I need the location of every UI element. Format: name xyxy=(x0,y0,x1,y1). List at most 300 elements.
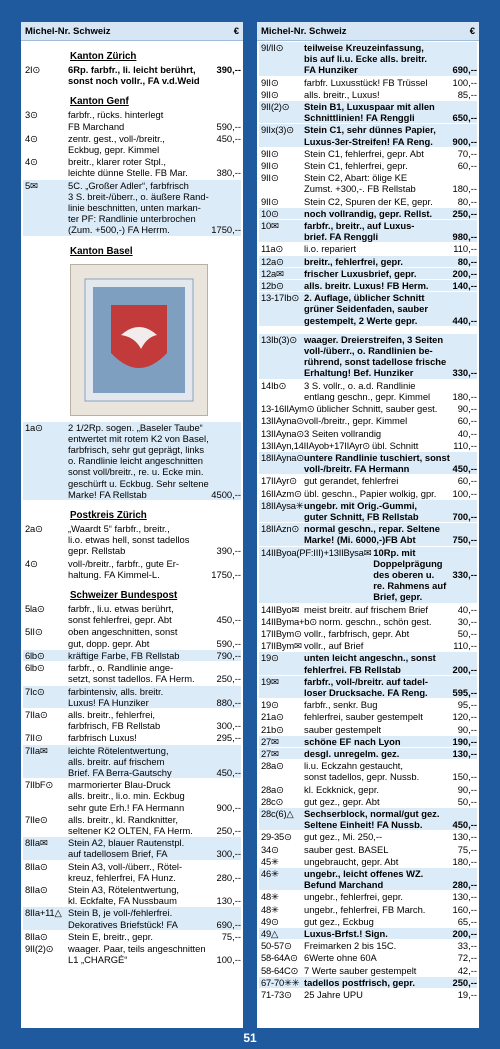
catalog-number: 19✉ xyxy=(261,675,279,687)
entry-description: Stein E, breitr., gepr. xyxy=(68,930,153,942)
catalog-entry xyxy=(259,604,477,615)
entry-description: voll-/breitr., gepr. Kimmel xyxy=(304,415,408,427)
entry-price: 90,-- xyxy=(457,723,477,735)
catalog-number: 45✳ xyxy=(261,855,279,867)
entry-price: 100,-- xyxy=(452,76,477,88)
catalog-number: 14Ib⊙ xyxy=(261,379,287,391)
entry-description: sauber gestempelt xyxy=(304,723,382,735)
catalog-entry xyxy=(259,42,477,76)
entry-price: 40,-- xyxy=(457,427,477,439)
entry-price: 690,-- xyxy=(216,918,241,930)
catalog-number: 71-73⊙ xyxy=(261,989,292,1001)
catalog-entry xyxy=(23,523,241,557)
section-title: Kanton Basel xyxy=(70,245,133,257)
catalog-number: 9I/II⊙ xyxy=(261,42,284,53)
entry-price: 300,-- xyxy=(216,848,241,860)
catalog-entry xyxy=(23,109,241,131)
catalog-entry xyxy=(259,292,477,326)
entry-description: Stein C2, Abart: ölige KE Zumst. +300,-. FB Rellstab xyxy=(304,172,416,195)
entry-description: farbfr., rücks. hinterlegt FB Marchand xyxy=(68,109,164,132)
catalog-number: 11a⊙ xyxy=(261,243,284,255)
left-column xyxy=(21,22,243,1028)
catalog-entry xyxy=(259,452,477,474)
entry-description: voll-/breitr., farbfr., gute Er- haltung. FA Kimmel-L. xyxy=(68,557,179,580)
catalog-number: 5✉ xyxy=(25,179,38,191)
entry-description: kräftige Farbe, FB Rellstab xyxy=(68,649,180,661)
entry-description: Stein A3, Rötelentwertung, kl. Eckfalte, FA Nussbaum xyxy=(68,883,180,907)
catalog-entry xyxy=(259,916,477,927)
catalog-number: 9II⊙ xyxy=(261,172,279,184)
catalog-entry xyxy=(259,652,477,674)
catalog-number: 9II⊙ xyxy=(261,147,279,159)
entry-price: 100,-- xyxy=(452,487,477,499)
catalog-number: 8IIa⊙ xyxy=(25,860,48,872)
entry-description: übl. geschn., Papier wolkig, gpr. xyxy=(304,487,437,499)
catalog-number: 12b⊙ xyxy=(261,280,284,292)
entry-price: 280,-- xyxy=(452,879,477,891)
catalog-entry xyxy=(23,907,241,929)
entry-description: 2. Auflage, üblicher Schnitt grüner Seidenfaden, sauber gestempelt, 2 Werte gepr. xyxy=(304,292,428,326)
entry-description: gut gerandet, fehlerfrei xyxy=(304,475,399,487)
left-column-body xyxy=(21,51,243,965)
catalog-entry xyxy=(259,220,477,242)
catalog-entry xyxy=(259,616,477,627)
catalog-number: 13Ib(3)⊙ xyxy=(261,333,297,345)
catalog-entry xyxy=(259,784,477,795)
entry-description: teilweise Kreuzeinfassung, bis auf li.u. Ecke alls. breitr. FA Hunziker xyxy=(304,42,427,76)
catalog-entry xyxy=(23,709,241,731)
entry-description: ungebr., fehlerfrei, FB March. xyxy=(304,903,426,915)
entry-description: übl. Schnitt xyxy=(371,439,419,451)
catalog-entry xyxy=(259,831,477,842)
entry-price: 790,-- xyxy=(216,649,241,661)
catalog-number: 18IIAysa✳ xyxy=(261,499,304,511)
catalog-entry xyxy=(259,256,477,267)
catalog-number: 3⊙ xyxy=(25,109,38,121)
entry-description: „Waardt 5“ farbfr., breitr., li.o. etwas hell, sonst tadellos gepr. Rellstab xyxy=(68,523,190,557)
catalog-number: 7IIa✉ xyxy=(25,744,48,756)
catalog-number: 2I⊙ xyxy=(25,64,41,75)
catalog-number: 17IIBym✉ xyxy=(261,640,302,652)
catalog-entry xyxy=(23,779,241,813)
catalog-entry xyxy=(259,640,477,651)
entry-description: leichte Rötelentwertung, alls. breitr. auf frischem Brief. FA Berra-Gautschy xyxy=(68,744,172,778)
entry-description: waager. Dreierstreifen, 3 Seiten voll-/überr., o. Randlinien be- rührend, sonst tadellose frische Erhaltung! Bef. Hunziker xyxy=(304,333,447,379)
column-header xyxy=(21,22,243,41)
catalog-number: 7IIa⊙ xyxy=(25,708,48,720)
entry-price: 60,-- xyxy=(457,415,477,427)
catalog-number: 9II(2)⊙ xyxy=(25,942,54,954)
entry-price: 65,-- xyxy=(457,915,477,927)
catalog-entry xyxy=(23,133,241,155)
catalog-number: 21b⊙ xyxy=(261,723,284,735)
entry-price: 750,-- xyxy=(452,534,477,546)
catalog-number: 9II⊙ xyxy=(261,195,279,207)
catalog-number: 7IIbF⊙ xyxy=(25,779,54,791)
entry-price: 75,-- xyxy=(221,930,241,942)
catalog-entry xyxy=(259,148,477,159)
entry-description: gut gez., Eckbug xyxy=(304,915,374,927)
entry-price: 110,-- xyxy=(453,243,477,255)
entry-price: 250,-- xyxy=(216,824,241,836)
entry-price: 85,-- xyxy=(457,88,477,100)
entry-price: 450,-- xyxy=(452,463,477,475)
entry-price: 250,-- xyxy=(216,673,241,685)
catalog-entry xyxy=(259,124,477,146)
catalog-entry xyxy=(259,989,477,1000)
catalog-entry xyxy=(23,732,241,743)
entry-price: 130,-- xyxy=(452,891,477,903)
catalog-entry xyxy=(259,77,477,88)
catalog-entry xyxy=(259,403,477,414)
catalog-number: 14IIByma+b⊙ xyxy=(261,615,317,627)
catalog-number: 27✉ xyxy=(261,735,279,747)
entry-description: li.o. repariert xyxy=(304,243,357,255)
catalog-number: 46✳ xyxy=(261,868,279,880)
catalog-number: 4⊙ xyxy=(25,132,38,144)
catalog-entry xyxy=(259,380,477,402)
catalog-number: 8IIa+11△ xyxy=(25,907,62,919)
entry-description: breitr., fehlerfrei, gepr. xyxy=(304,255,403,267)
entry-price: 130,-- xyxy=(216,895,241,907)
entry-description: 3 Seiten vollrandig xyxy=(304,427,382,439)
entry-price: 595,-- xyxy=(452,686,477,698)
catalog-entry xyxy=(259,856,477,867)
entry-description: fehlerfrei, sauber gestempelt xyxy=(304,711,423,723)
catalog-number: 9II⊙ xyxy=(261,88,279,100)
catalog-entry xyxy=(259,808,477,830)
entry-price: 130,-- xyxy=(452,747,477,759)
catalog-entry xyxy=(259,415,477,426)
entry-price: 1750,-- xyxy=(211,224,241,236)
catalog-number: 4⊙ xyxy=(25,557,38,569)
entry-price: 700,-- xyxy=(452,510,477,522)
entry-description: 5C. „Großer Adler“, farbfrisch 3 S. breit-/überr., o. äußere Rand- linie beschnitten, unten markan- ter PF: Randlinie unterbrochen (Zum. +500,-) FA Herrm. xyxy=(68,179,209,236)
section-title: Kanton Genf xyxy=(70,96,129,108)
catalog-number: 7IIe⊙ xyxy=(25,813,48,825)
catalog-entry xyxy=(23,422,241,500)
entry-price: 72,-- xyxy=(457,952,477,964)
entry-price: 50,-- xyxy=(457,627,477,639)
catalog-entry xyxy=(259,488,477,499)
entry-description: kl. Eckknick, gepr. xyxy=(304,783,380,795)
entry-description: ungebr., leicht offenes WZ. Befund Marchand xyxy=(304,868,424,891)
entry-price: 90,-- xyxy=(457,783,477,795)
entry-description: Stein C1, fehlerfrei, gepr. Abt xyxy=(304,147,424,159)
catalog-number: 6lb⊙ xyxy=(25,649,45,661)
entry-price: 60,-- xyxy=(457,160,477,172)
catalog-number: 27✉ xyxy=(261,747,279,759)
catalog-number: 9IIx(3)⊙ xyxy=(261,124,294,136)
entry-description: untere Randlinie tuschiert, sonst voll-/breitr. FA Hermann xyxy=(304,451,450,475)
catalog-entry xyxy=(259,676,477,698)
catalog-number: 17IIBym⊙ xyxy=(261,627,302,639)
catalog-number: 13IIAyna⊙ xyxy=(261,427,304,439)
entry-description: farbfr., voll-/breitr. auf tadel- loser Drucksache. FA Reng. xyxy=(304,675,428,698)
entry-description: alls. breitr. Luxus! FB Herm. xyxy=(304,280,429,292)
catalog-entry xyxy=(23,558,241,580)
catalog-entry xyxy=(259,952,477,963)
catalog-number: 5II⊙ xyxy=(25,626,43,638)
catalog-entry xyxy=(23,745,241,779)
entry-description: farbfr., o. Randlinie ange- setzt, sonst tadellos. FA Herm. xyxy=(68,662,195,685)
entry-description: 7 Werte sauber gestempelt xyxy=(304,964,417,976)
catalog-entry xyxy=(259,160,477,171)
entry-price: 330,-- xyxy=(452,568,477,580)
catalog-number: 19⊙ xyxy=(261,652,279,664)
entry-price: 50,-- xyxy=(457,795,477,807)
entry-description: Stein C1, sehr dünnes Papier, Luxus-3er-Streifen! FA Reng. xyxy=(304,124,436,147)
catalog-number: 28a⊙ xyxy=(261,783,284,795)
catalog-entry xyxy=(259,748,477,759)
entry-description: farbfr., li.u. etwas berührt, sonst fehlerfrei, gepr. Abt xyxy=(68,603,174,626)
entry-price: 160,-- xyxy=(452,903,477,915)
catalog-entry xyxy=(259,208,477,219)
entry-description: ungebraucht, gepr. Abt xyxy=(304,855,399,867)
entry-description: marmorierter Blau-Druck alls. breitr., li.o. min. Eckbug sehr gute Erh.! FA Hermann xyxy=(68,779,185,813)
section-title: Schweizer Bundespost xyxy=(70,590,178,602)
catalog-entry xyxy=(259,760,477,782)
catalog-entry xyxy=(259,243,477,254)
catalog-entry xyxy=(259,280,477,291)
entry-price: 200,-- xyxy=(452,267,477,279)
entry-price: 450,-- xyxy=(216,132,241,144)
entry-price: 590,-- xyxy=(216,120,241,132)
catalog-number: 8IIa✉ xyxy=(25,837,48,849)
entry-price: 390,-- xyxy=(216,545,241,557)
entry-description: vollr., farbfrisch, gepr. Abt xyxy=(304,627,410,639)
catalog-number: 10✉ xyxy=(261,220,279,232)
entry-price: 450,-- xyxy=(216,614,241,626)
entry-description: Stein A3, voll-/überr., Rötel- kreuz, fehlerfrei, FA Hunz. xyxy=(68,860,183,883)
catalog-number: 21a⊙ xyxy=(261,711,284,723)
entry-description: breitr., klarer roter Stpl., leichte dünne Stelle. FB Mar. xyxy=(68,156,188,179)
catalog-number: 28c(6)△ xyxy=(261,808,294,819)
catalog-number: 13IIAyn,14IIAyob+17IIAyr⊙ xyxy=(261,439,370,451)
entry-price: 30,-- xyxy=(457,615,477,627)
catalog-number: 8IIa⊙ xyxy=(25,883,48,895)
entry-description: 6Werte ohne 60A xyxy=(304,952,377,964)
entry-description: Stein C1, fehlerfrei, gepr. xyxy=(304,160,408,172)
catalog-number: 5la⊙ xyxy=(25,603,45,615)
entry-price: 900,-- xyxy=(452,135,477,147)
entry-price: 33,-- xyxy=(457,940,477,952)
catalog-entry xyxy=(259,699,477,710)
entry-description: frischer Luxusbrief, gepr. xyxy=(304,267,417,279)
catalog-number: 7Ic⊙ xyxy=(25,685,45,697)
entry-price: 440,-- xyxy=(452,314,477,326)
entry-price: 130,-- xyxy=(452,831,477,843)
entry-description: 25 Jahre UPU xyxy=(304,989,363,1001)
catalog-number: 49△ xyxy=(261,928,279,940)
catalog-number: 48✳ xyxy=(261,891,279,903)
entry-price: 380,-- xyxy=(216,167,241,179)
catalog-entry xyxy=(259,736,477,747)
catalog-entry xyxy=(259,523,477,545)
catalog-entry xyxy=(23,837,241,859)
entry-price: 295,-- xyxy=(216,732,241,744)
entry-price: 1750,-- xyxy=(211,568,241,580)
entry-description: zentr. gest., voll-/breitr., Eckbug, gepr. Kimmel xyxy=(68,132,165,156)
catalog-number: 28a⊙ xyxy=(261,760,284,772)
catalog-entry xyxy=(259,440,477,451)
entry-price: 390,-- xyxy=(216,64,241,75)
catalog-number: 14IIByo✉ xyxy=(261,603,300,615)
catalog-entry xyxy=(23,64,241,86)
entry-price: 110,-- xyxy=(453,640,477,652)
catalog-entry xyxy=(259,172,477,194)
catalog-number: 50-57⊙ xyxy=(261,940,292,952)
entry-price: 900,-- xyxy=(216,801,241,813)
entry-price: 180,-- xyxy=(452,183,477,195)
entry-description: Stein B, je voll-/fehlerfrei. Dekoratives Briefstück! FA xyxy=(68,907,178,930)
entry-price: 180,-- xyxy=(452,855,477,867)
entry-description: alls. breitr., kl. Randknitter, seltener K2 OLTEN, FA Herm. xyxy=(68,813,193,836)
catalog-number: 1a⊙ xyxy=(25,421,43,433)
catalog-entry xyxy=(259,796,477,807)
catalog-entry xyxy=(259,547,477,603)
catalog-entry xyxy=(259,196,477,207)
catalog-entry xyxy=(23,662,241,684)
catalog-entry xyxy=(23,603,241,625)
catalog-number: 13-16IIAym⊙ xyxy=(261,403,315,415)
section-title: Kanton Zürich xyxy=(70,51,137,62)
catalog-number: 8IIa⊙ xyxy=(25,930,48,942)
catalog-number: 34⊙ xyxy=(261,843,279,855)
catalog-entry xyxy=(259,891,477,902)
entry-price: 650,-- xyxy=(452,112,477,124)
entry-description: sauber gest. BASEL xyxy=(304,843,389,855)
entry-description: unten leicht angeschn., sonst fehlerfrei. FB Rellstab xyxy=(304,652,436,675)
catalog-number: 19⊙ xyxy=(261,699,279,711)
entry-description: schöne EF nach Lyon xyxy=(304,735,401,747)
entry-description: Luxus-Brfst.! Sign. xyxy=(304,928,388,940)
page-number: 51 xyxy=(243,1031,257,1045)
catalog-number: 58-64C⊙ xyxy=(261,964,299,976)
right-column xyxy=(257,22,479,1028)
catalog-number: 67-70✳✳ xyxy=(261,976,300,988)
entry-description: 10Rp. mit Doppelprägung des oberen u. re. Rahmens auf Brief, gepr. xyxy=(373,546,447,603)
catalog-entry xyxy=(23,686,241,708)
entry-price: 590,-- xyxy=(216,637,241,649)
entry-description: ungebr., fehlerfrei, gepr. xyxy=(304,891,404,903)
catalog-number: 49⊙ xyxy=(261,915,279,927)
catalog-number: 48✳ xyxy=(261,903,279,915)
entry-price: 180,-- xyxy=(452,390,477,402)
entry-description: oben angeschnitten, sonst gut, dopp. gepr. Abt xyxy=(68,626,178,649)
catalog-entry xyxy=(259,428,477,439)
entry-description: Stein C2, Spuren der KE, gepr. xyxy=(304,195,433,207)
catalog-entry xyxy=(23,931,241,942)
entry-description: meist breitr. auf frischem Brief xyxy=(304,603,428,615)
entry-price: 190,-- xyxy=(452,735,477,747)
entry-price: 140,-- xyxy=(452,280,477,292)
entry-description: Stein B1, Luxuspaar mit allen Schnittlinien! FA Renggli xyxy=(304,101,435,124)
catalog-number: 16IIAzm⊙ xyxy=(261,487,302,499)
header-left: Michel-Nr. Schweiz xyxy=(25,25,111,37)
entry-description: 2 1/2Rp. sogen. „Baseler Taube“ entwertet mit rotem K2 von Basel, farbfrisch, sehr gut geprägt, links o. Randlinie leicht angeschnitten sonst voll/breitr., re. u. Ecke min. geschürft u. Eckbug. Sehr seltene Marke! FA Rellstab xyxy=(68,421,209,500)
catalog-entry xyxy=(259,500,477,522)
entry-description: 3 S. vollr., o. a.d. Randlinie entlang geschn., gepr. Kimmel xyxy=(304,379,431,402)
catalog-entry xyxy=(23,814,241,836)
catalog-number: 13IIAyna⊙ xyxy=(261,415,304,427)
catalog-number: 9II⊙ xyxy=(261,76,279,88)
entry-price: 80,-- xyxy=(457,195,477,207)
entry-price: 250,-- xyxy=(452,976,477,988)
entry-price: 150,-- xyxy=(452,771,477,783)
catalog-entry xyxy=(23,884,241,906)
entry-price: 40,-- xyxy=(457,603,477,615)
catalog-number: 18IIAzn⊙ xyxy=(261,523,300,535)
catalog-entry xyxy=(259,268,477,279)
catalog-number: 14IIByoa(PF:III)+13IIBysa✉ xyxy=(261,546,372,558)
catalog-number: 12a⊙ xyxy=(261,255,284,267)
right-column-body xyxy=(257,42,479,1000)
entry-description: Sechserblock, normal/gut gez. Seltene Einheit! FA Nussb. xyxy=(304,808,440,831)
entry-price: 90,-- xyxy=(457,403,477,415)
catalog-entry xyxy=(259,965,477,976)
catalog-entry xyxy=(259,628,477,639)
catalog-number: 2a⊙ xyxy=(25,523,43,535)
entry-description: normal geschn., repar. Seltene Marke! (Mi. 6000,-)FB Abt xyxy=(304,523,440,546)
entry-description: waager. Paar, teils angeschnitten L1 „CHARGÉ“ xyxy=(68,942,206,966)
catalog-number: 17IIAyr⊙ xyxy=(261,475,297,487)
catalog-number: 4⊙ xyxy=(25,156,38,168)
catalog-number: 13-17Ib⊙ xyxy=(261,292,300,304)
entry-description: alls. breitr., Luxus! xyxy=(304,88,380,100)
entry-price: 450,-- xyxy=(216,766,241,778)
header-right: € xyxy=(469,25,475,37)
catalog-entry xyxy=(259,711,477,722)
entry-description: vollr., auf Brief xyxy=(304,640,364,652)
entry-price: 100,-- xyxy=(216,954,241,966)
entry-description: farbfr., senkr. Bug xyxy=(304,699,378,711)
catalog-entry xyxy=(23,156,241,178)
entry-description: noch vollrandig, gepr. Rellst. xyxy=(304,207,433,219)
catalog-entry xyxy=(23,180,241,236)
entry-price: 300,-- xyxy=(216,720,241,732)
entry-description: farbfr. Luxusstück! FB Trüssel xyxy=(304,76,428,88)
entry-price: 280,-- xyxy=(216,871,241,883)
entry-description: alls. breitr., fehlerfrei, farbfrisch, FB Rellstab xyxy=(68,708,161,732)
entry-price: 42,-- xyxy=(457,964,477,976)
column-header xyxy=(257,22,479,41)
entry-price: 120,-- xyxy=(452,711,477,723)
catalog-number: 10⊙ xyxy=(261,207,279,219)
catalog-entry xyxy=(259,724,477,735)
entry-price: 980,-- xyxy=(452,231,477,243)
entry-description: farbfrisch Luxus! xyxy=(68,732,137,744)
catalog-entry xyxy=(259,334,477,379)
entry-description: Freimarken 2 bis 15C. xyxy=(304,940,397,952)
entry-price: 450,-- xyxy=(452,819,477,831)
entry-description: farbintensiv, alls. breitr. Luxus! FA Hunziker xyxy=(68,685,164,708)
entry-price: 200,-- xyxy=(452,928,477,940)
basel-dove-stamp-image xyxy=(70,264,208,416)
entry-price: 75,-- xyxy=(457,843,477,855)
entry-description: 6Rp. farbfr., li. leicht berührt, sonst noch vollr., FA v.d.Weid xyxy=(68,64,200,87)
catalog-entry xyxy=(259,475,477,486)
entry-price: 880,-- xyxy=(216,696,241,708)
entry-description: li.u. Eckzahn gestaucht, sonst tadellos, gepr. Nussb. xyxy=(304,760,420,783)
entry-price: 330,-- xyxy=(452,367,477,379)
entry-description: norm. geschn., schön gest. xyxy=(318,615,432,627)
entry-description: gut gez., gepr. Abt xyxy=(304,795,380,807)
catalog-number: 6lb⊙ xyxy=(25,662,45,674)
entry-price: 110,-- xyxy=(453,439,477,451)
section-title: Postkreis Zürich xyxy=(70,510,147,522)
entry-price: 690,-- xyxy=(452,64,477,76)
